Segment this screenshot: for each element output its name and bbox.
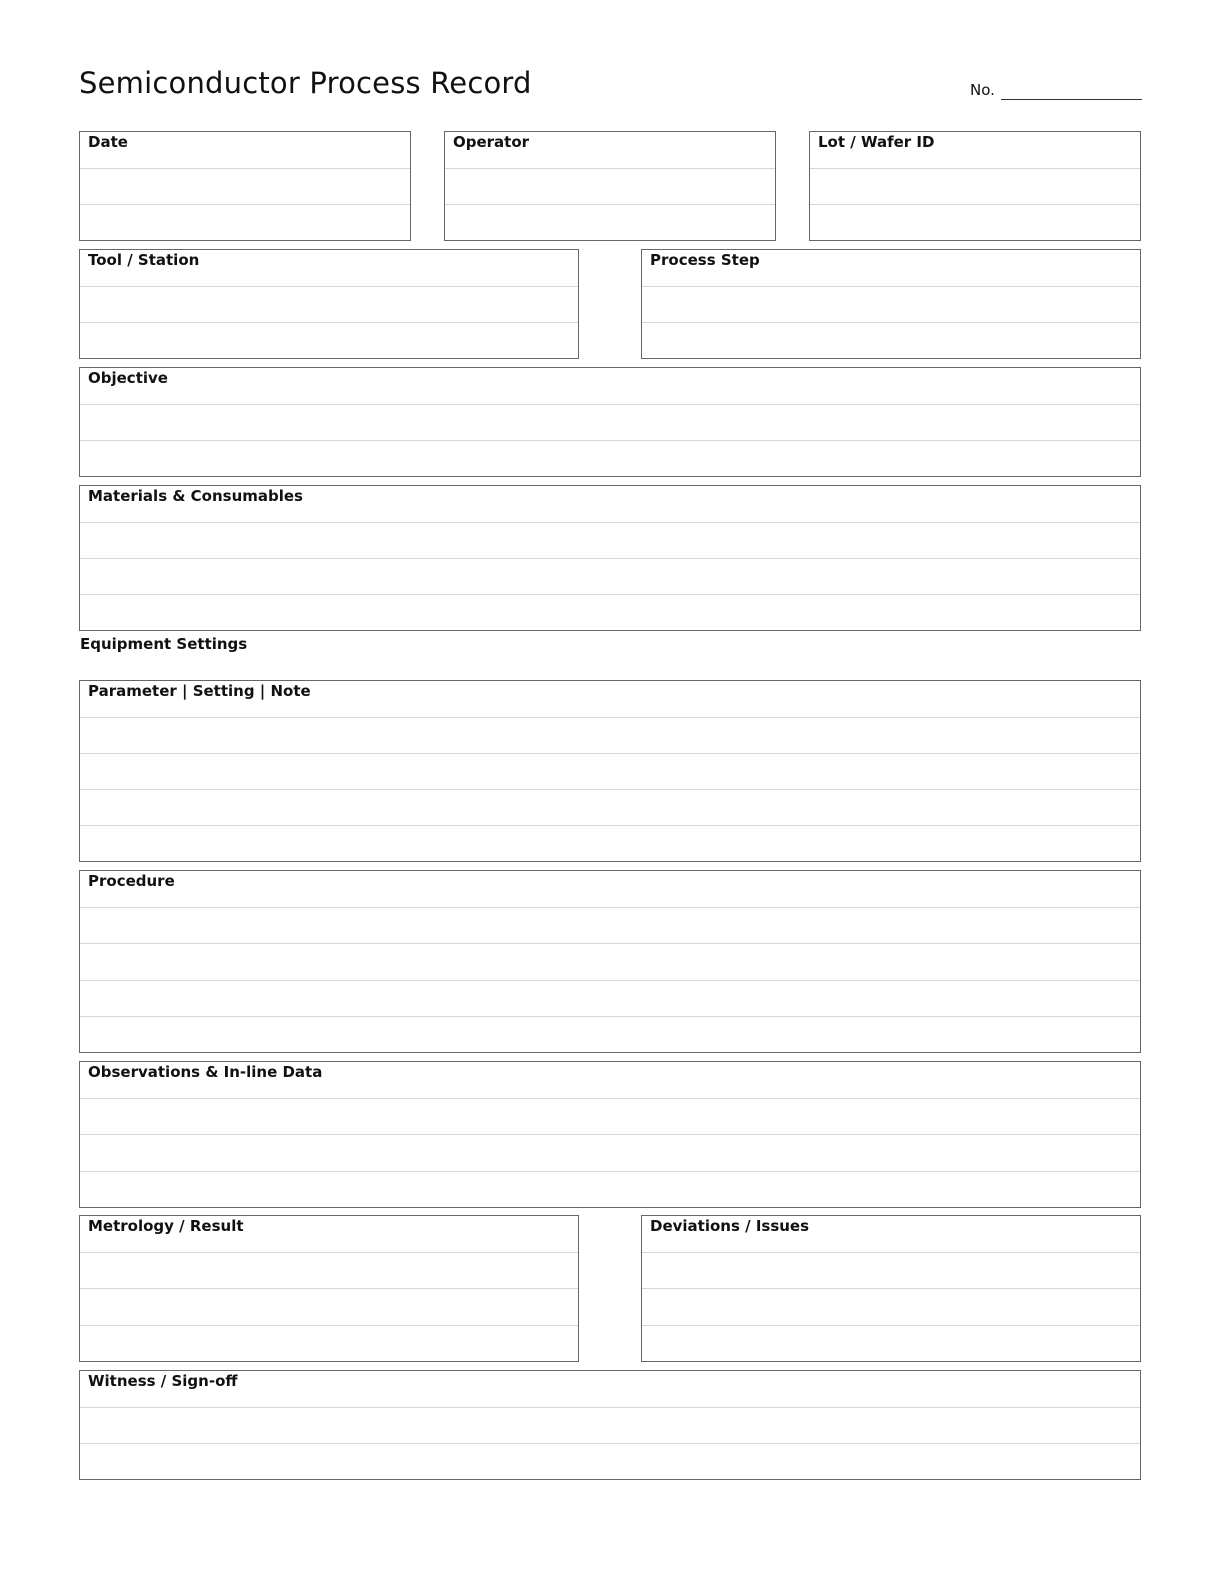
- observations-field[interactable]: [79, 1061, 1141, 1208]
- equipment-settings-heading: Equipment Settings: [80, 635, 248, 653]
- objective-label: Objective: [88, 369, 168, 387]
- settings-table[interactable]: [79, 680, 1141, 862]
- materials-label: Materials & Consumables: [88, 487, 303, 505]
- procedure-field[interactable]: [79, 870, 1141, 1053]
- metrology-label: Metrology / Result: [88, 1217, 244, 1235]
- metrology-field[interactable]: [79, 1215, 579, 1362]
- deviations-label: Deviations / Issues: [650, 1217, 810, 1235]
- witness-signoff-label: Witness / Sign-off: [88, 1372, 238, 1390]
- record-number-label: No.: [970, 81, 995, 99]
- operator-field[interactable]: [444, 131, 776, 241]
- date-label: Date: [88, 133, 128, 151]
- lot-wafer-id-field[interactable]: [809, 131, 1141, 241]
- objective-field[interactable]: [79, 367, 1141, 477]
- tool-station-label: Tool / Station: [88, 251, 200, 269]
- settings-table-header: Parameter | Setting | Note: [88, 682, 311, 700]
- process-step-field[interactable]: [641, 249, 1141, 359]
- record-number-field[interactable]: [1001, 85, 1142, 100]
- observations-label: Observations & In-line Data: [88, 1063, 323, 1081]
- process-step-label: Process Step: [650, 251, 760, 269]
- operator-label: Operator: [453, 133, 530, 151]
- lot-wafer-id-label: Lot / Wafer ID: [818, 133, 935, 151]
- page-title: Semiconductor Process Record: [79, 66, 532, 100]
- procedure-label: Procedure: [88, 872, 175, 890]
- record-number: [970, 80, 1142, 100]
- materials-field[interactable]: [79, 485, 1141, 631]
- tool-station-field[interactable]: [79, 249, 579, 359]
- deviations-field[interactable]: [641, 1215, 1141, 1362]
- date-field[interactable]: [79, 131, 411, 241]
- witness-signoff-field[interactable]: [79, 1370, 1141, 1480]
